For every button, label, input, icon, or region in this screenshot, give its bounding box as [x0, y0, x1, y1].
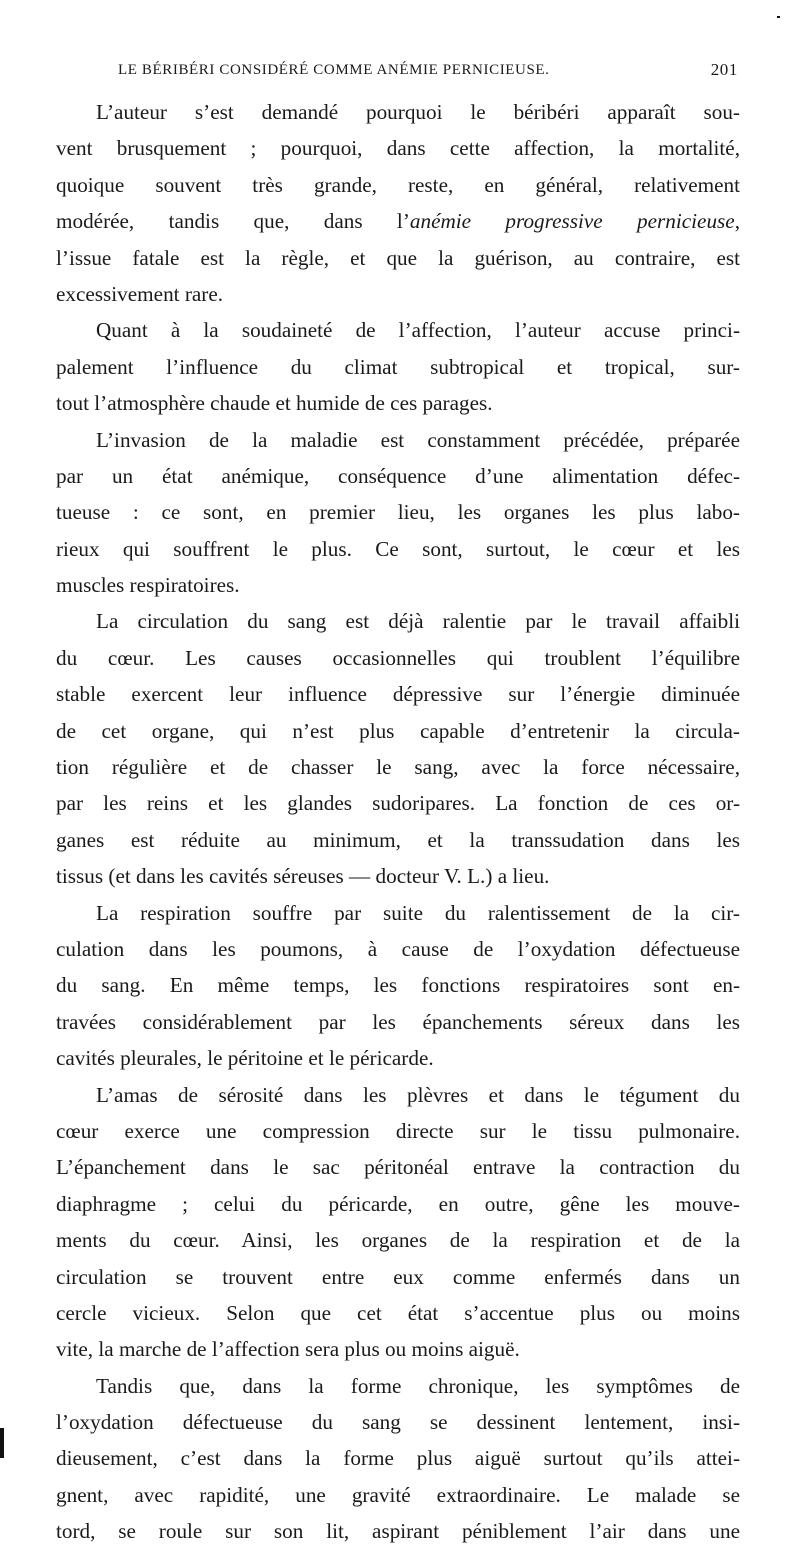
page-number: 201	[710, 60, 738, 79]
text-line: excessivement rare.	[56, 281, 224, 306]
text-run: ,	[734, 209, 740, 234]
text-line: l’oxydation défectueuse du sang se dessinent lentement, insi-	[56, 1410, 740, 1435]
text-line: par un état anémique, conséquence d’une alimentation défec-	[56, 463, 740, 488]
text-line: cœur exerce une compression directe sur le tissu pulmonaire.	[56, 1118, 740, 1143]
text-line: par les reins et les glandes sudoripares. La fonction de ces or-	[56, 791, 740, 816]
text-line: cavités pleurales, le péritoine et le péricarde.	[56, 1046, 434, 1071]
text-line: tout l’atmosphère chaude et humide de ces parages.	[56, 391, 493, 416]
text-line: cercle vicieux. Selon que cet état s’accentue plus ou moins	[56, 1300, 740, 1325]
text-line: du cœur. Les causes occasionnelles qui troublent l’équilibre	[56, 645, 740, 670]
text-line: Tandis que, dans la forme chronique, les symptômes de	[96, 1373, 740, 1398]
text-line: circulation se trouvent entre eux comme enfermés dans un	[56, 1264, 740, 1289]
text-line	[56, 203, 740, 239]
text-line: L’amas de sérosité dans les plèvres et dans le tégument du	[96, 1082, 740, 1107]
text-line: L’auteur s’est demandé pourquoi le béribéri apparaît sou-	[96, 100, 740, 124]
text-run: modérée, tandis que, dans l’	[56, 209, 410, 234]
text-line: gnent, avec rapidité, une gravité extraordinaire. Le malade se	[56, 1482, 740, 1507]
text-line: muscles respiratoires.	[56, 573, 240, 598]
text-line: culation dans les poumons, à cause de l’oxydation défectueuse	[56, 936, 740, 961]
text-line: L’invasion de la maladie est constamment précédée, préparée	[96, 427, 740, 452]
text-line: La respiration souffre par suite du ralentissement de la cir-	[96, 900, 740, 925]
text-line: Quant à la soudaineté de l’affection, l’auteur accuse princi-	[96, 318, 740, 343]
italic-phrase: anémie progressive pernicieuse	[409, 209, 735, 234]
text-line: tissus (et dans les cavités séreuses — docteur V. L.) a lieu.	[56, 864, 550, 889]
running-header	[118, 58, 738, 82]
text-line: tord, se roule sur son lit, aspirant péniblement l’air dans une	[56, 1519, 740, 1544]
text-line: L’épanchement dans le sac péritonéal entrave la contraction du	[56, 1155, 740, 1180]
text-line: de cet organe, qui n’est plus capable d’entretenir la circula-	[56, 718, 740, 743]
text-line: rieux qui souffrent le plus. Ce sont, surtout, le cœur et les	[56, 536, 740, 561]
text-line: diaphragme ; celui du péricarde, en outre, gêne les mouve-	[56, 1191, 740, 1216]
text-line: palement l’influence du climat subtropical et tropical, sur-	[56, 354, 740, 379]
text-line: tueuse : ce sont, en premier lieu, les organes les plus labo-	[56, 500, 740, 525]
text-line: stable exercent leur influence dépressive sur l’énergie diminuée	[56, 682, 740, 707]
text-line: tion régulière et de chasser le sang, avec la force nécessaire,	[56, 755, 740, 780]
text-line: dieusement, c’est dans la forme plus aiguë surtout qu’ils attei-	[56, 1446, 740, 1471]
body-text	[56, 94, 740, 1550]
text-line: ganes est réduite au minimum, et la transsudation dans les	[56, 827, 740, 852]
text-line: l’issue fatale est la règle, et que la guérison, au contraire, est	[56, 245, 740, 270]
text-line: vite, la marche de l’affection sera plus ou moins aiguë.	[56, 1337, 520, 1362]
text-line: du sang. En même temps, les fonctions respiratoires sont en-	[56, 973, 740, 998]
text-line: quoique souvent très grande, reste, en général, relativement	[56, 172, 740, 197]
text-line: ments du cœur. Ainsi, les organes de la respiration et de la	[56, 1228, 740, 1253]
scan-edge-mark	[0, 1428, 4, 1458]
running-title: LE BÉRIBÉRI CONSIDÉRÉ COMME ANÉMIE PERNICIEUSE.	[118, 62, 550, 78]
text-line: vent brusquement ; pourquoi, dans cette affection, la mortalité,	[56, 136, 740, 161]
text-line: La circulation du sang est déjà ralentie par le travail affaibli	[96, 609, 740, 634]
text-line: travées considérablement par les épanchements séreux dans les	[56, 1009, 740, 1034]
scan-edge-mark	[777, 16, 780, 18]
